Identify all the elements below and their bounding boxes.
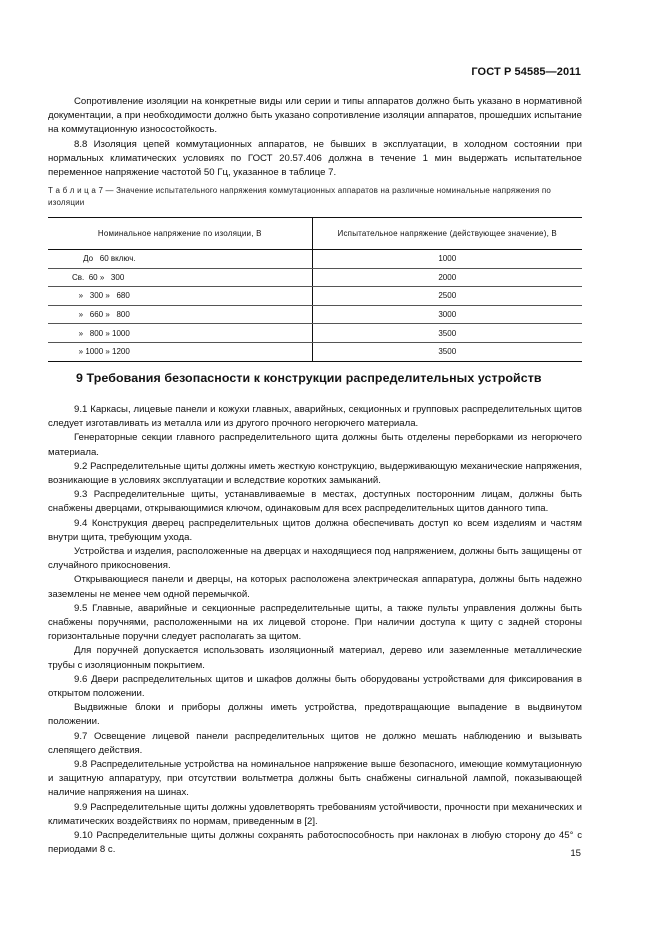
test-voltage-cell: 3500 [312,342,582,361]
paragraph: 9.1 Каркасы, лицевые панели и кожухи главных, аварийных, секционных и групповых распределительных щитов следует изготавливать из металла или из другого прочного негорючего материала. [48,404,582,430]
paragraph: 9.6 Двери распределительных щитов и шкафов должны быть оборудованы устройствами для фиксирования в открытом положении. [48,673,582,700]
table-row [48,305,582,324]
paragraph: 9.10 Распределительные щиты должны сохранять работоспособность при наклонах в любую сторону до 45° с периодами 8 с. [48,830,582,856]
paragraph: Генераторные секции главного распределительного щита должны быть отделены переборками из негорючего материала. [48,432,582,458]
paragraph: 9.8 Распределительные устройства на номинальное напряжение выше безопасного, имеющие коммутационную и защитную аппаратуру, при отсутствии вольтметра должны быть снабжены сигнальной лампой, показывающей наличие напряжения на шинах. [48,759,582,799]
paragraph: Для поручней допускается использовать изоляционный материал, дерево или заземленные металлические трубы с изоляционным покрытием. [48,645,582,671]
table-caption: Т а б л и ц а 7 — Значение испытательного напряжения коммутационных аппаратов на различные номинальные напряжения по изоляции [48,186,552,208]
intro-text [48,95,582,180]
voltage-range-cell: » 300 » 680 [48,287,312,306]
test-voltage-cell: 1000 [312,250,582,269]
column-header-nominal-voltage: Номинальное напряжение по изоляции, В [48,218,312,250]
voltage-range-cell: До 60 включ. [48,250,312,269]
paragraph: Выдвижные блоки и приборы должны иметь устройства, предотвращающие выпадение в выдвинутом положении. [48,702,582,728]
test-voltage-cell: 2500 [312,287,582,306]
paragraph: 8.8 Изоляция цепей коммутационных аппаратов, не бывших в эксплуатации, в холодном состоянии при нормальных климатических условиях по ГОСТ 20.57.406 должна в течение 1 мин выдержать испытательное переменное напряжение частотой 50 Гц, указанное в таблице 7. [48,138,582,179]
paragraph: 9.9 Распределительные щиты должны удовлетворять требованиям устойчивости, прочности при механических и климатических воздействиях по нормам, приведенным в [2]. [48,801,582,827]
voltage-range-cell: » 1000 » 1200 [48,342,312,361]
test-voltage-cell: 3000 [312,305,582,324]
page-number: 15 [570,848,581,859]
paragraph: 9.7 Освещение лицевой панели распределительных щитов не должно мешать наблюдению и вызывать слепящего действия. [48,730,582,756]
paragraph: Сопротивление изоляции на конкретные виды или серии и типы аппаратов должно быть указано в нормативной документации, а при необходимости должно быть указано сопротивление изоляции аппаратов, прошедших испытание на коммутационную износостойкость. [48,96,582,136]
table-row [48,287,582,306]
column-header-test-voltage: Испытательное напряжение (действующее значение), В [312,218,582,250]
paragraph: 9.2 Распределительные щиты должны иметь жесткую конструкцию, выдерживающую механические напряжения, возникающие в условиях эксплуатации и вследствие коротких замыканий. [48,460,582,487]
paragraph: 9.5 Главные, аварийные и секционные распределительные щиты, а также пульты управления должны быть снабжены поручнями, расположенными на их лицевой стороне. При наличии доступа к щиту с задней стороны горизонтальные поручни следует располагать за щитом. [48,602,582,643]
voltage-range-cell: » 660 » 800 [48,305,312,324]
paragraph: 9.3 Распределительные щиты, устанавливаемые в местах, доступных посторонним лицам, должны быть снабжены дверцами, открывающимися ключом, одинаковым для всех распределительных щитов данного типа. [48,489,582,515]
table-row [48,324,582,343]
paragraph: 9.4 Конструкция дверец распределительных щитов должна обеспечивать доступ ко всем изделиям и частям внутри щита, требующим ухода. [48,517,582,543]
test-voltage-cell: 3500 [312,324,582,343]
voltage-range-cell: Св. 60 » 300 [48,268,312,287]
document-header: ГОСТ Р 54585—2011 [471,66,581,78]
voltage-range-cell: » 800 » 1000 [48,324,312,343]
voltage-table [48,217,582,362]
section-text [48,403,582,858]
section-title: 9 Требования безопасности к конструкции распределительных устройств [76,371,542,385]
table-row [48,250,582,269]
paragraph: Открывающиеся панели и дверцы, на которых расположена электрическая аппаратура, должны быть надежно заземлены не менее чем одной перемычкой. [48,574,582,600]
test-voltage-cell: 2000 [312,268,582,287]
table-header-row [48,218,582,250]
table-row [48,342,582,361]
paragraph: Устройства и изделия, расположенные на дверцах и находящиеся под напряжением, должны быть защищены от случайного прикосновения. [48,546,582,572]
table-row [48,268,582,287]
